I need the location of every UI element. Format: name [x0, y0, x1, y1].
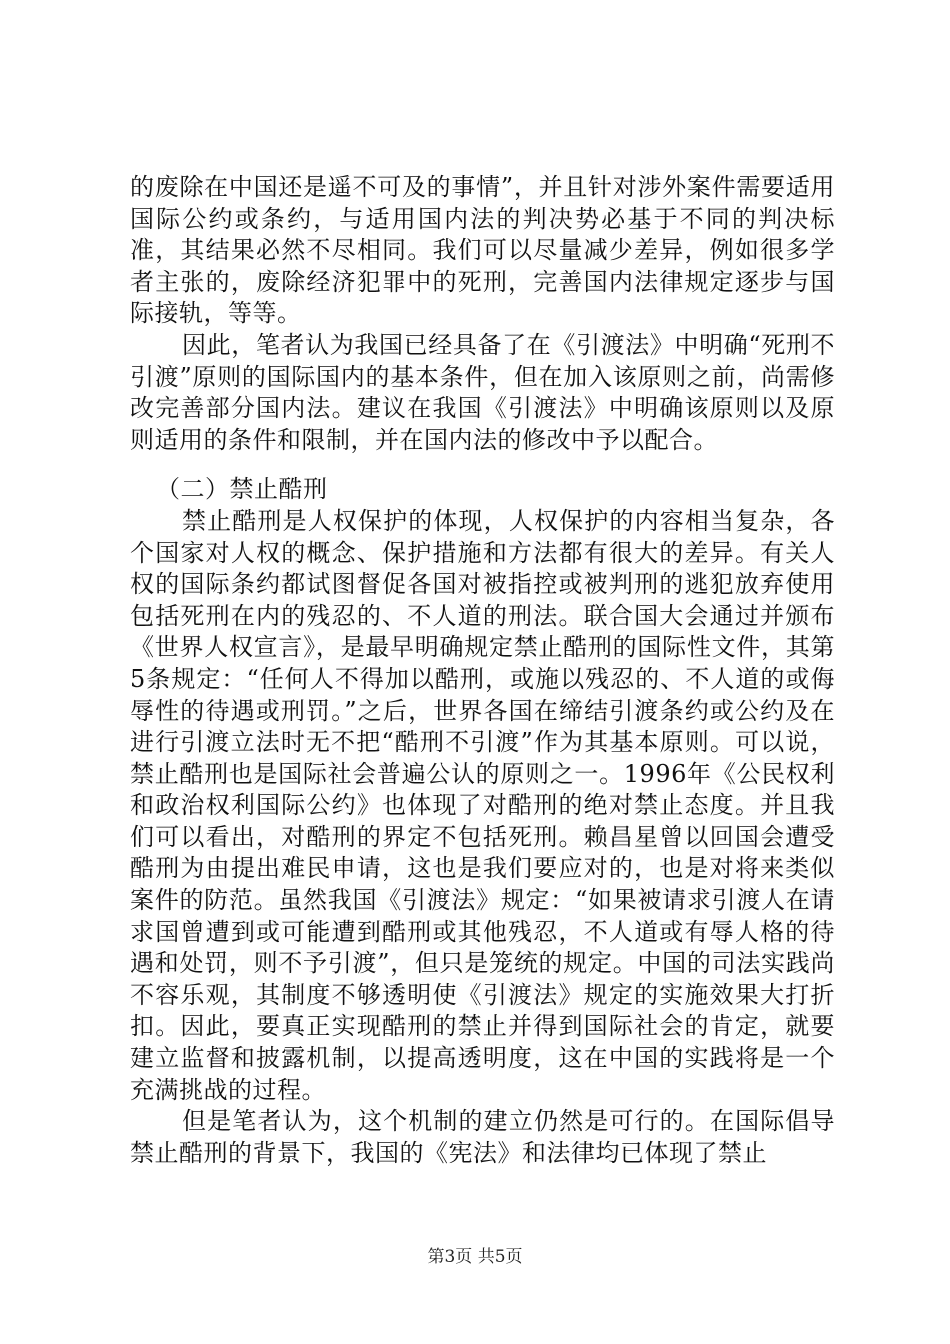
document-body [130, 172, 835, 1169]
paragraph-mechanism: 但是笔者认为，这个机制的建立仍然是可行的。在国际倡导禁止酷刑的背景下，我国的《宪法》和法律均已体现了禁止 [130, 1107, 835, 1167]
paragraph-torture-ban: 禁止酷刑是人权保护的体现，人权保护的内容相当复杂，各个国家对人权的概念、保护措施和方法都有很大的差异。有关人权的国际条约都试图督促各国对被指控或被判刑的逃犯放弃使用包括死刑在内的残忍的、不人道的刑法。联合国大会通过并颁布《世界人权宣言》，是最早明确规定禁止酷刑的国际性文件，其第5条规定：“任何人不得加以酷刑，或施以残忍的、不人道的或侮辱性的待遇或刑罚。”之后，世界各国在缔结引渡条约或公约及在进行引渡立法时无不把“酷刑不引渡”作为其基本原则。可以说，禁止酷刑也是国际社会普遍公认的原则之一。1996年《公民权利和政治权利国际公约》也体现了对酷刑的绝对禁止态度。并且我们可以看出，对酷刑的界定不包括死刑。赖昌星曾以回国会遭受酷刑为由提出难民申请，这也是我们要应对的，也是对将来类似案件的防范。虽然我国《引渡法》规定：“如果被请求引渡人在请求国曾遭到或可能遭到酷刑或其他残忍，不人道或有辱人格的待遇和处罚，则不予引渡”，但只是笼统的规定。中国的司法实践尚不容乐观，其制度不够透明使《引渡法》规定的实施效果大打折扣。因此，要真正实现酷刑的禁止并得到国际社会的肯定，就要建立监督和披露机制，以提高透明度，这在中国的实践将是一个充满挑战的过程。 [130, 506, 835, 1104]
paragraph-conclusion: 因此，笔者认为我国已经具备了在《引渡法》中明确“死刑不引渡”原则的国际国内的基本条件，但在加入该原则之前，尚需修改完善部分国内法。建议在我国《引渡法》中明确该原则以及原则适用的条件和限制，并在国内法的修改中予以配合。 [130, 330, 835, 454]
paragraph-continuation: 的废除在中国还是遥不可及的事情”，并且针对涉外案件需要适用国际公约或条约，与适用国内法的判决势必基于不同的判决标准，其结果必然不尽相同。我们可以尽量减少差异，例如很多学者主张的，废除经济犯罪中的死刑，完善国内法律规定逐步与国际接轨，等等。 [130, 173, 835, 328]
section-heading: （二）禁止酷刑 [156, 475, 328, 504]
page-number-footer: 第3页 共5页 [427, 1247, 523, 1267]
